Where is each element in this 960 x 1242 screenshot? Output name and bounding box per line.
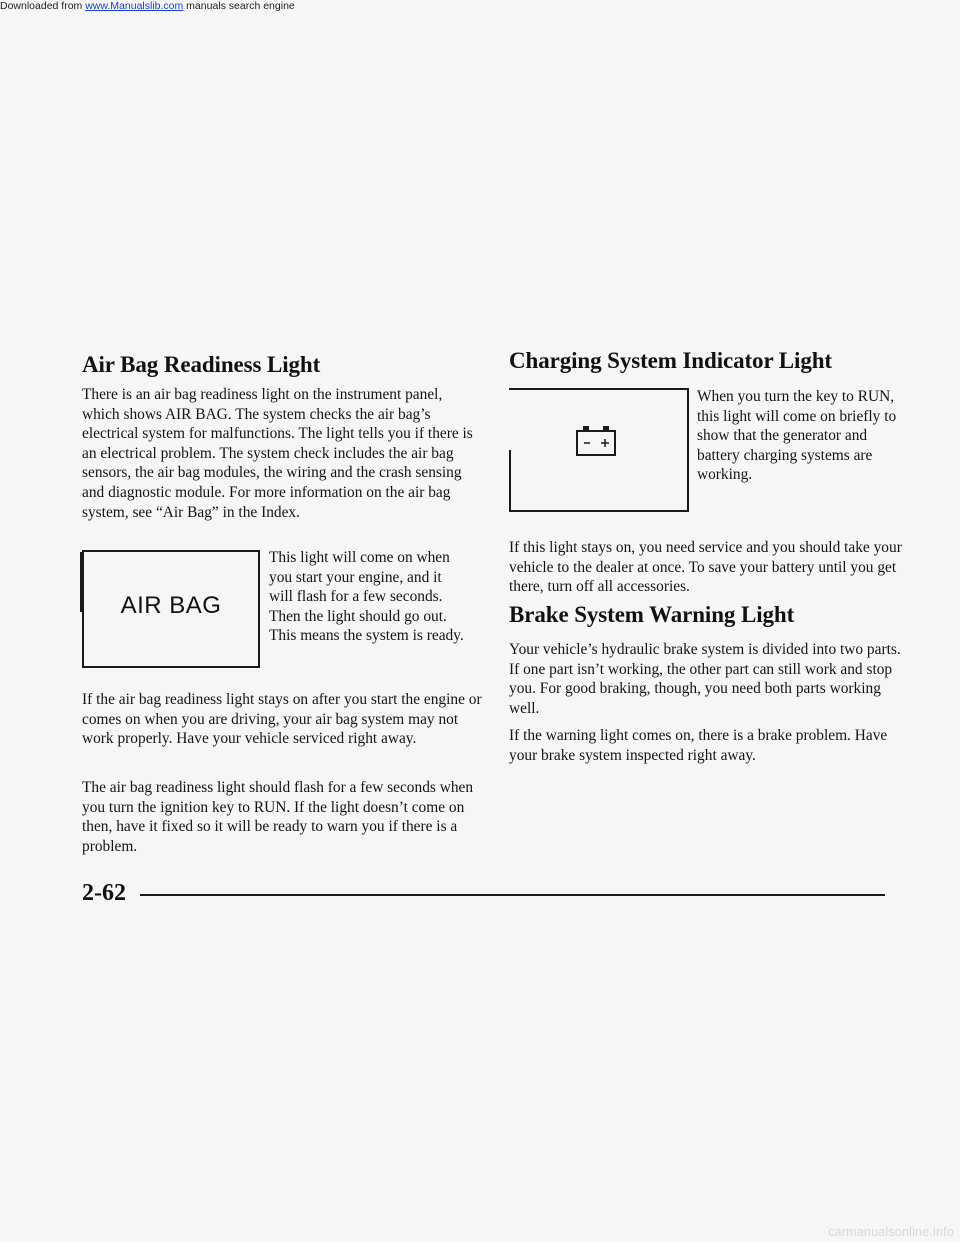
download-header (0, 0, 295, 14)
charging-frame-left-edge (509, 450, 511, 512)
brake-section-title: Brake System Warning Light (509, 602, 795, 627)
battery-icon (575, 426, 617, 458)
watermark: carmanualsonline.info (828, 1225, 954, 1239)
brake-paragraph-2: If the warning light comes on, there is a brake problem. Have your brake system inspected right away. (509, 727, 888, 764)
charging-paragraph: If this light stays on, you need service and you should take your vehicle to the dealer at once. To save your battery until you get there, turn off all accessories. (509, 539, 902, 596)
charging-indicator-description: When you turn the key to RUN, this light will come on briefly to show that the generator and battery charging systems are working. (697, 388, 897, 484)
airbag-intro-paragraph: There is an air bag readiness light on the instrument panel, which shows AIR BAG. The system checks the air bag’s electrical system for malfunctions. The light tells you if there is an electrical problem. The system check includes the air bag sensors, the air bag modules, the wiring and the crash sensing and diagnostic module. For more information on the air bag system, see “Air Bag” in the Index. (82, 386, 473, 521)
header-suffix: manuals search engine (183, 0, 295, 12)
airbag-paragraph-2: If the air bag readiness light stays on after you start the engine or comes on when you are driving, your air bag system may not work properly. Have your vehicle serviced right away. (82, 691, 482, 748)
charging-section-title: Charging System Indicator Light (509, 348, 832, 373)
airbag-indicator-description: This light will come on when you start your engine, and it will flash for a few seconds. Then the light should go out. This means the system is ready. (269, 549, 464, 645)
brake-paragraph-1: Your vehicle’s hydraulic brake system is divided into two parts. If one part isn’t working, the other part can still work and stop you. For good braking, though, you need both parts working well. (509, 641, 901, 717)
airbag-section-title: Air Bag Readiness Light (82, 352, 321, 377)
airbag-paragraph-3: The air bag readiness light should flash for a few seconds when you turn the ignition key to RUN. If the light doesn’t come on then, have it fixed so it will be ready to warn you if there is a problem. (82, 779, 474, 855)
footer-rule (140, 894, 885, 896)
manualslib-link[interactable]: www.Manualslib.com (85, 0, 184, 12)
airbag-frame-bottom-edge (82, 666, 260, 668)
airbag-indicator-label: AIR BAG (120, 592, 222, 619)
page-number: 2-62 (82, 880, 126, 906)
header-prefix: Downloaded from (0, 0, 86, 12)
